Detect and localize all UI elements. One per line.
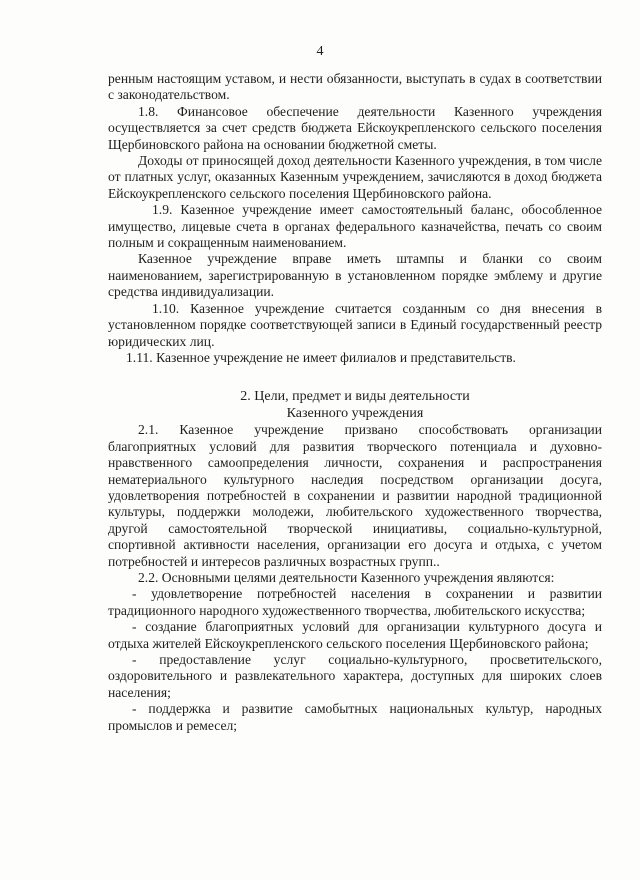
list-item: - предоставление услуг социально-культурного, просветительского, оздоровительного и развлекательного характера, доступных для широких слоев населения; — [108, 652, 602, 700]
section-heading-line-1: 2. Цели, предмет и виды деятельности — [240, 389, 470, 405]
paragraph-1-9: 1.9. Казенное учреждение имеет самостоятельный баланс, обособленное имущество, лицевые счета в органах федерального казначейства, печать со своим полным и сокращенным наименованием. — [108, 202, 602, 251]
paragraph-income: Доходы от приносящей доход деятельности Казенного учреждения, в том числе от платных услуг, оказанных Казенным учреждением, зачисляются в доход бюджета Ейскоукрепленского сельского поселения Щербиновского района. — [108, 153, 602, 201]
list-item: - удовлетворение потребностей населения в сохранении и развитии традиционного народного художественного творчества, любительского искусства; — [108, 586, 602, 618]
document-body — [108, 71, 602, 734]
paragraph-1-8: 1.8. Финансовое обеспечение деятельности Казенного учреждения осуществляется за счет средств бюджета Ейскоукрепленского сельского поселения Щербиновского района на основании бюджетной сметы. — [108, 103, 602, 152]
paragraph-continuation: ренным настоящим уставом, и нести обязанности, выступать в судах в соответствии с законодательством. — [108, 71, 602, 103]
paragraph-2-1: 2.1. Казенное учреждение призвано способствовать организации благоприятных условий для развития творческого потенциала и духовно-нравственного самоопределения личности, сохранения и распространения нематериального культурного наследия посредством организации досуга, удовлетворения потребностей в сохранении и развитии народной традиционной культуры, поддержки молодежи, любительского художественного творчества, другой самостоятельной творческой инициативы, социально-культурной, спортивной активности населения, организации его досуга и отдыха, с учетом потребностей и интересов различных возрастных групп.. — [108, 422, 602, 569]
paragraph-2-2: 2.2. Основными целями деятельности Казенного учреждения являются: — [138, 569, 555, 585]
page-number: 4 — [316, 44, 324, 59]
paragraph-1-11: 1.11. Казенное учреждение не имеет филиалов и представительств. — [126, 349, 516, 365]
paragraph-stamps: Казенное учреждение вправе иметь штампы и бланки со своим наименованием, зарегистрированную в установленном порядке эмблему и другие средства индивидуализации. — [108, 251, 602, 300]
paragraph-1-10: 1.10. Казенное учреждение считается созданным со дня внесения в установленном порядке соответствующей записи в Единый государственный реестр юридических лиц. — [108, 300, 602, 349]
list-item: - создание благоприятных условий для организации культурного досуга и отдыха жителей Ейскоукрепленского сельского поселения Щербиновского района; — [108, 619, 602, 651]
list-item: - поддержка и развитие самобытных национальных культур, народных промыслов и ремесел; — [108, 701, 602, 733]
section-heading-line-2: Казенного учреждения — [286, 406, 424, 422]
